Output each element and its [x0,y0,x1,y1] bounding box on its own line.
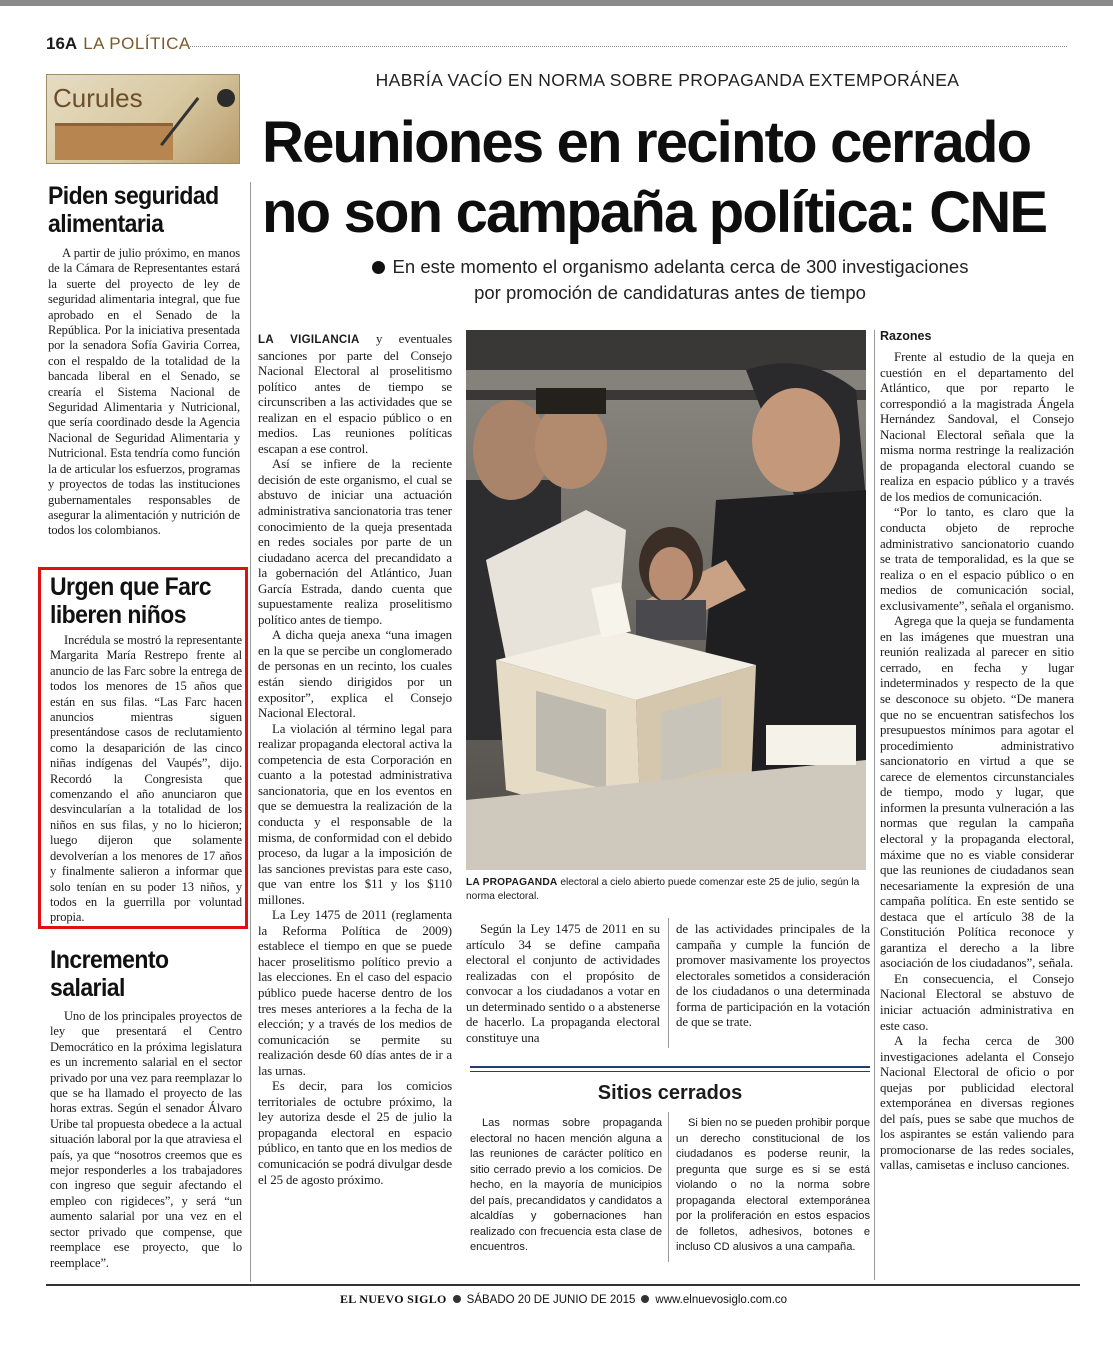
paragraph: Así se infiere de la reciente decisión de este organismo, el cual se abstuvo de iniciar una actuación administrativa sancionatoria tras tener conocimiento de la queja presentada en redes sociales por parte de un ciudadano acerca del precandidato a la gobernación del Atlántico, Juan García Estrada, dando cuenta que supuestamente realiza proselitismo político antes de tiempo. [258,457,452,627]
page-number: 16A [46,34,78,53]
section-name: LA POLÍTICA [83,34,191,53]
paragraph: Las normas sobre propaganda electoral no hacen mención alguna a las reuniones de carácter político en sitio cerrado previo a los comicios. De hecho, en la mayoría de municipios del país, precandidatos y candidatos a alcaldías y gobernaciones han realizado con frecuencia esta clase de encuentros. [470,1117,662,1253]
headline-line-1: Reuniones en recinto cerrado [262,110,1031,175]
deck-line-2: por promoción de candidaturas antes de tiempo [474,282,866,303]
caption-lead: LA PROPAGANDA [466,877,558,888]
podium-graphic [55,123,173,160]
footer-rule [46,1284,1080,1286]
article-title-farc: Urgen que Farc liberen niños [50,573,211,629]
lead-word: LA VIGILANCIA [258,334,360,346]
column-divider [874,330,875,1280]
photo-caption [466,876,866,903]
headline-line-2: no son campaña política: CNE [262,180,1047,245]
main-column-right [880,350,1074,1174]
paragraph: A la fecha cerca de 300 investigaciones adelanta el Consejo Nacional Electoral de oficio o por quejas por publicidad electoral extemporánea en diversas regiones del país, pues se sabe que muchos de los aspirantes se están valiendo para promocionarse de las redes sociales, vallas, camisetas e incluso canciones. [880,1034,1074,1173]
box-title: Sitios cerrados [597,1082,743,1104]
curules-label: Curules [53,83,143,113]
page-top-edge [0,0,1113,6]
main-column-3 [676,922,870,1031]
issue-date: SÁBADO 20 DE JUNIO DE 2015 [466,1294,636,1306]
paragraph: de las actividades principales de la campaña y cumple la función de promover masivamente los proyectos electorales sometidos a consideración de los ciudadanos o una determinada forma de participación en la votación de que se trate. [676,922,870,1030]
microphone-stem [160,97,199,146]
website-link[interactable]: www.elnuevosiglo.com.co [655,1294,788,1306]
paragraph: Según la Ley 1475 de 2011 en su artículo 34 se define campaña electoral el conjunto de actividades realizadas con el propósito de convocar a los ciudadanos a votar en un determinado sentido o a abstenerse de hacerlo. La propaganda electoral constituye una [466,922,660,1045]
column-divider [668,918,669,1048]
paragraph: Frente al estudio de la queja en cuestión en el departamento del Atlántico, que por reparto le correspondió a la magistrada Ángela Hernández Sandoval, el Consejo Nacional Electoral señala que la misma norma restringe la realización de propaganda electoral cuando se realiza en espacio público y a través de los medios de comunicación. [880,350,1074,504]
page-folio [46,34,191,54]
deck [340,254,1000,306]
bullet-icon [453,1295,461,1303]
paragraph: En consecuencia, el Consejo Nacional Electoral se abstuvo de iniciar actuación administrativa en este caso. [880,971,1074,1033]
main-column-1 [258,332,452,1188]
paragraph: A partir de julio próximo, en manos de la Cámara de Representantes estará la suerte del proyecto de ley de seguridad alimentaria integral, que fue aprobado en el Senado de la República. Por la iniciativa presentada por la senadora Sofía Gaviria Correa, con el respaldo de la totalidad de la bancada liberal en el Senado, se crearía el Sistema Nacional de Seguridad Alimentaria y Nutricional, que sería coordinado desde la Agencia Nacional de Seguridad Alimentaria y Nutricional. Esta tendría como función la de articular los esfuerzos, programas y proyectos de todas las instituciones gubernamentales responsables de asegurar la alimentación y nutrición de todos los colombianos. [48,246,240,538]
box-rule-bottom [470,1071,870,1072]
paragraph: Incrédula se mostró la representante Margarita María Restrepo frente al anuncio de las Farc sobre la entrega de todos los menores de 15 años que están en sus filas. “Las Farc hacen anuncios mientras siguen presentándose casos de reclutamiento como la desaparición de las cinco niñas indígenas del Vaupés”, dijo. Recordó la Congresista que comenzando el año anunciaron que desvincularían a la totalidad de los niños en sus filas, y no lo hicieron; luego dijeron que solamente devolverían a los menores de 17 años y finalmente salieron a informar que solo tenían en su poder 13 niños, y todos en la guerrilla por voluntad propia. [50,633,242,925]
column-divider [668,1112,669,1262]
article-title-salarial: Incremento salarial [50,946,169,1002]
box-column-2 [676,1116,870,1256]
paragraph: La Ley 1475 de 2011 (reglamenta la Reforma Política de 2009) establece el tiempo en que se puede hacer proselitismo político previo a las elecciones. En el caso del espacio público puede hacerse dentro de los tres meses anteriores a la fecha de la elección; y a través de los medios de comunicación se permite su realización desde 60 días antes de ir a las urnas. [258,908,452,1078]
newspaper-logo: EL NUEVO SIGLO [340,1292,447,1306]
caption-text: electoral a cielo abierto puede comenzar este 25 de julio, según la norma electoral. [466,877,860,902]
article-title-seguridad: Piden seguridad alimentaria [48,182,219,238]
paragraph: Es decir, para los comicios territoriales de octubre próximo, la ley autoriza desde el 25 de julio la propaganda electoral en espacio público, en tanto que en los medios de comunicación se podrá divulgar desde el 25 de agosto próximo. [258,1079,452,1187]
deck-line-1: En este momento el organismo adelanta cerca de 300 investigaciones [392,256,969,277]
kicker: HABRÍA VACÍO EN NORMA SOBRE PROPAGANDA EXTEMPORÁNEA [375,70,960,90]
right-subhead: Razones [880,329,932,343]
main-column-2 [466,922,660,1046]
box-rule-top [470,1066,870,1068]
article-body-salarial [50,1009,242,1271]
news-photo [466,330,866,870]
header-rule [190,46,1067,47]
paragraph: y eventuales sanciones por parte del Consejo Nacional Electoral al proselitismo político antes de tiempo se circunscriben a las actividades que se realizan en el espacio público o en medios. Las reuniones políticas escapan a ese control. [258,332,453,456]
paragraph: La violación al término legal para realizar propaganda electoral activa la competencia de esta Corporación en cuanto a la potestad administrativa sancionatoria, que en los eventos en que se demuestra la realización de la conducta y el responsable de la misma, de conformidad con el debido proceso, da lugar a la imposición de las sanciones previstas para este caso, que van entre los $11 y los $110 millones. [258,721,452,907]
paragraph: “Por lo tanto, es claro que la conducta objeto de reproche administrativo sancionatorio cuando se trata de temporalidad, es la que se realiza o en el espacio público o en medios de comunicación social, exclusivamente”, señala el organismo. [880,505,1075,613]
footer [340,1292,787,1307]
curules-badge [46,74,240,164]
article-body-seguridad [48,246,240,539]
main-headline [262,108,1072,248]
paragraph: Agrega que la queja se fundamenta en las imágenes que muestran una reunión realizada al parecer en sitio cerrado, en fecha y lugar indeterminados y respecto de la que se desconoce su objeto. “De manera que no se encuentran satisfechos los presupuestos mínimos para agotar el procedimiento administrativo sancionatorio en virtud a que se carece de elementos circunstanciales de tiempo, modo y lugar, que informen la presunta vulneración a las normas que regulan la campaña electoral y la propaganda electoral, máxime que no es viable considerar que las reuniones de ciudadanos sean necesariamente la expresión de una campaña política. En este sentido se destaca que el artículo 38 de la Constitución Política reconoce y garantiza el derecho a la libre asociación de los ciudadanos”, señala. [880,614,1074,971]
paragraph: A dicha queja anexa “una imagen en la que se percibe un conglomerado de personas en un recinto, los cuales están siendo dirigidos por un expositor”, explica el Consejo Nacional Electoral. [258,628,452,721]
box-column-1 [470,1116,662,1256]
bullet-icon [641,1295,649,1303]
bullet-icon [372,261,385,274]
paragraph: Uno de los principales proyectos de ley que presentará el Centro Democrático en la próxima legislatura es un incremento salarial en el sector privado por una vez para reemplazar lo que se ha llamado el proyecto de las horas extras. Según el senador Álvaro Uribe tal propuesta obedece a la actual situación laboral por la que atraviesa el país, ya que “nosotros creemos que es mejor responderles a los trabajadores con ingreso que seguir afectando el empleo con rigideces”, y será “un aumento salarial por una vez en el sector privado que compense, que reemplace ese proyecto, que lo reemplace”. [50,1009,242,1270]
article-body-farc [50,633,242,926]
microphone-icon [217,89,235,107]
paragraph: Si bien no se pueden prohibir porque un derecho constitucional de los ciudadanos es poderse reunir, la pregunta que surge es si se está violando o no la norma sobre propaganda electoral extemporánea por la proliferación en estos espacios de folletos, adhesivos, botones e incluso CD alusivos a una campaña. [676,1117,870,1253]
column-divider [250,182,251,1282]
ballot-scene-image [466,330,866,870]
